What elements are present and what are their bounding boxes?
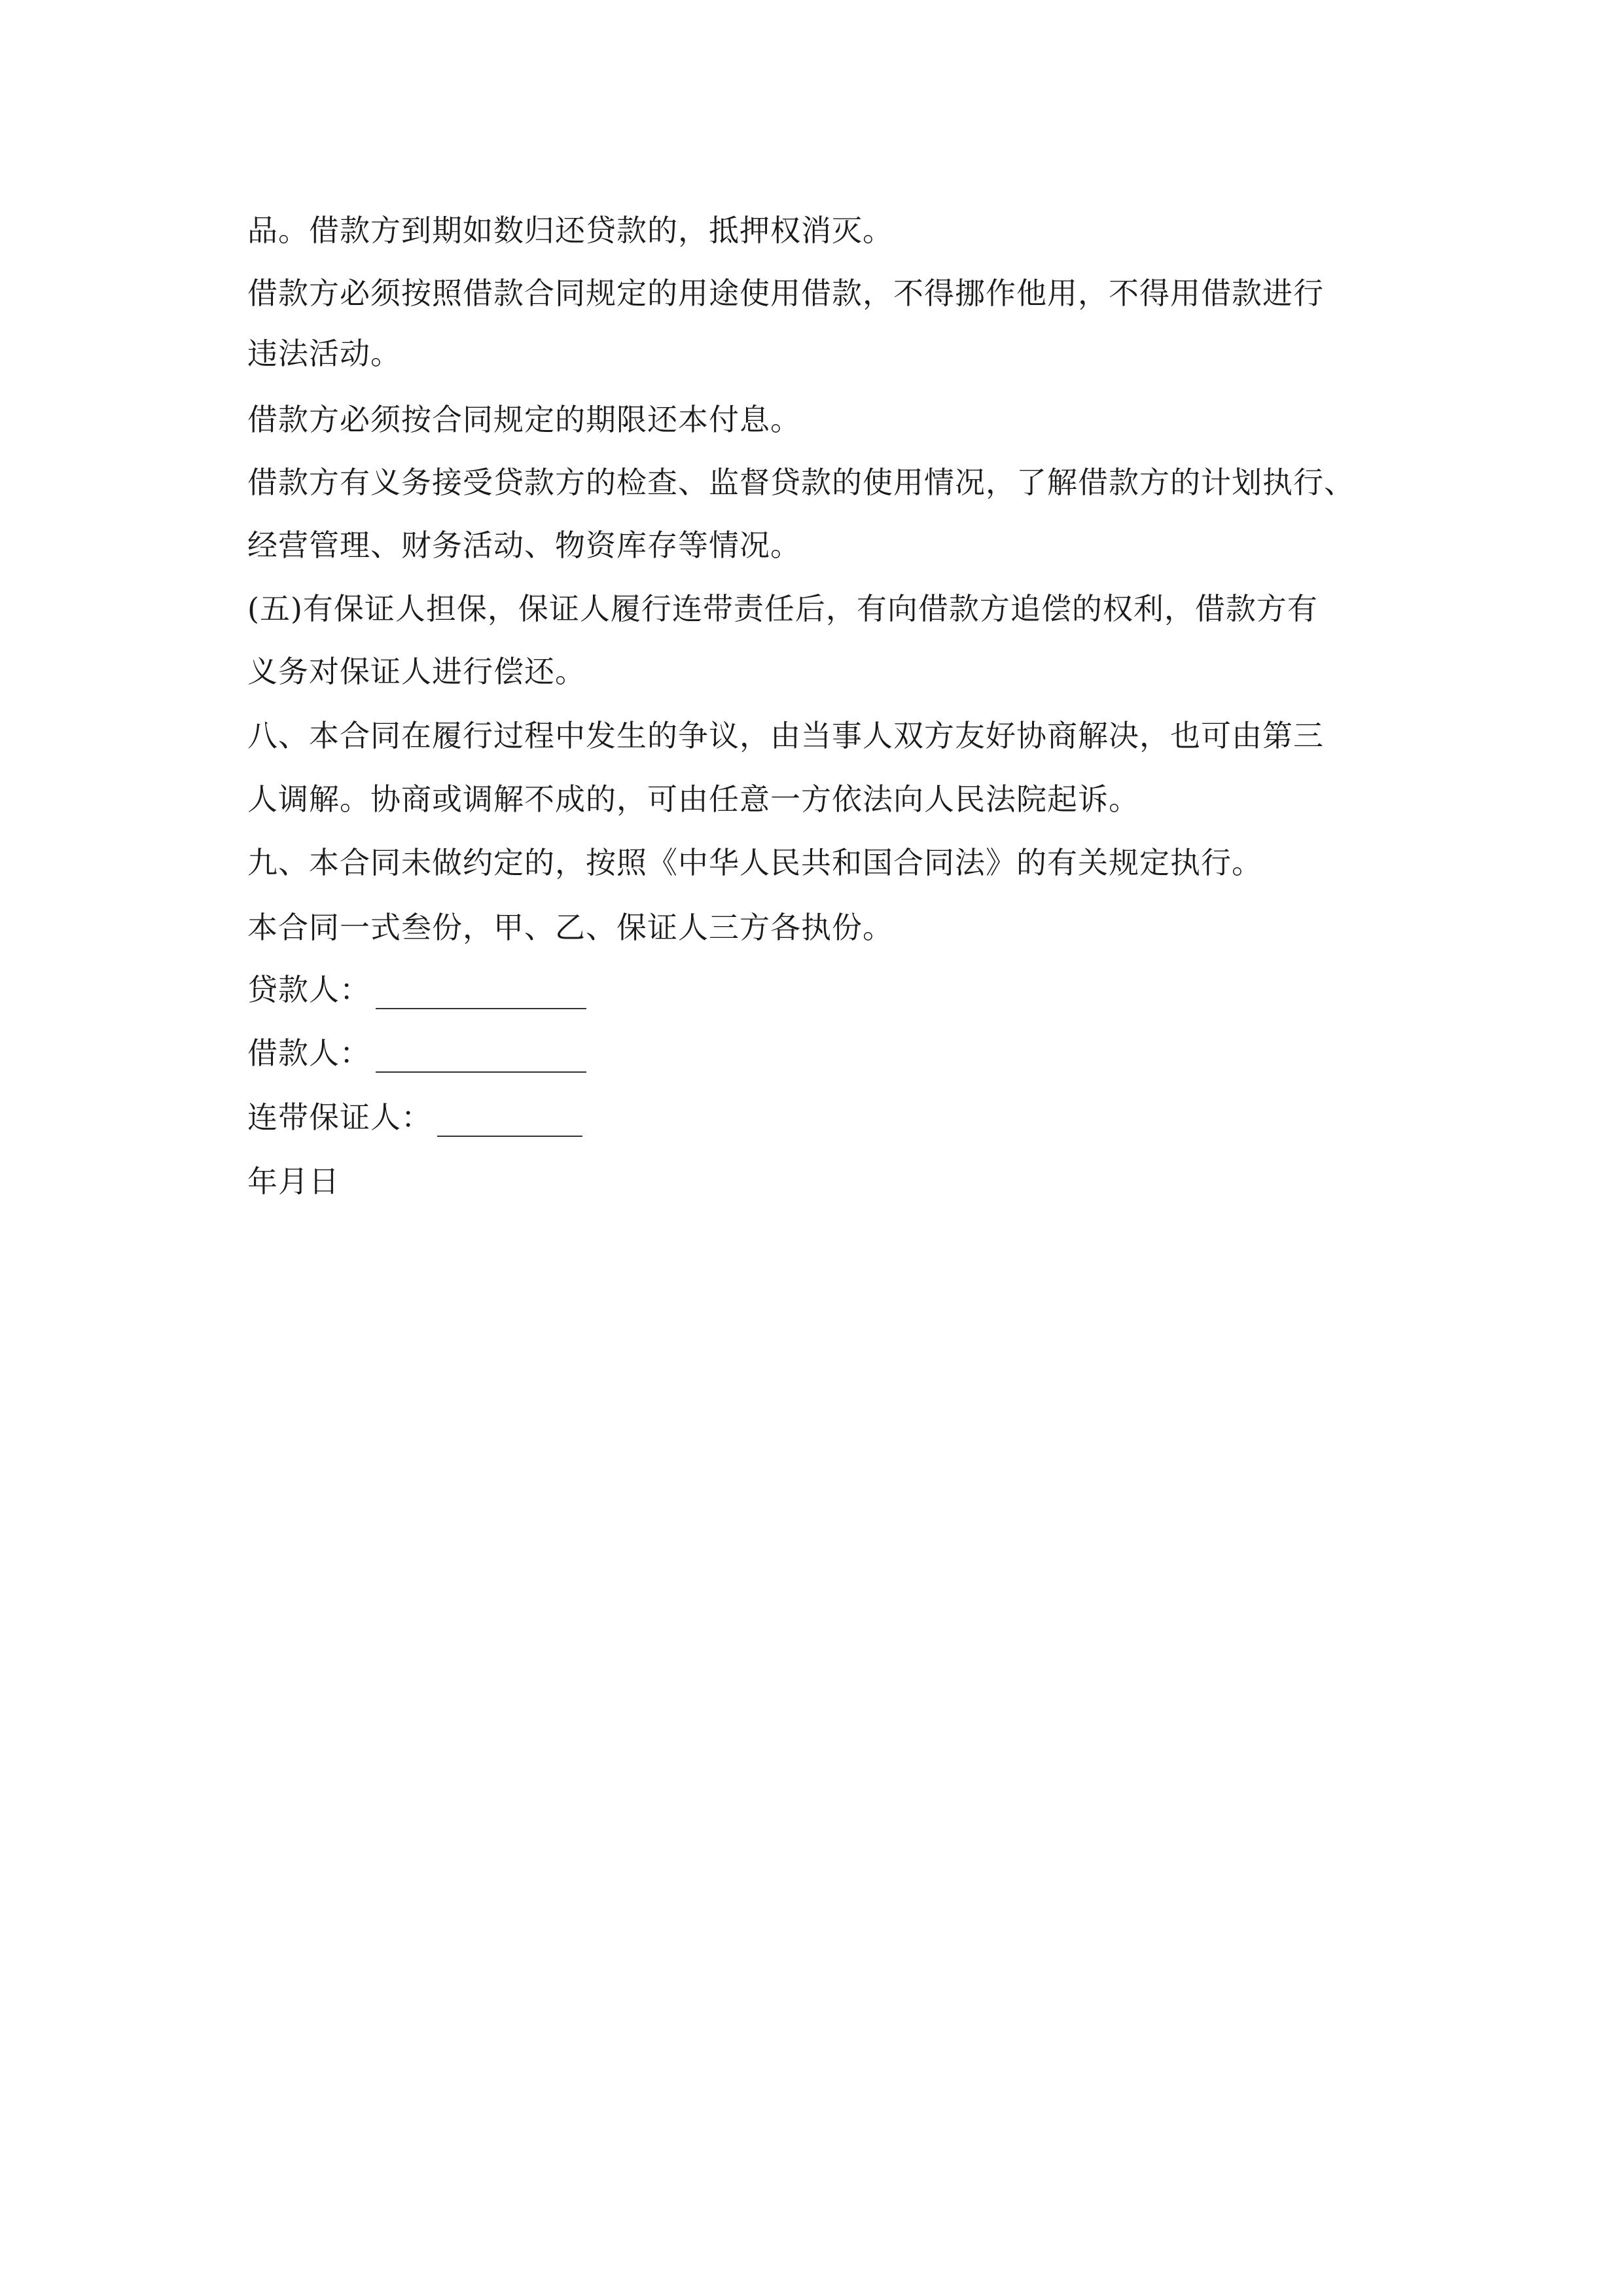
borrower-signature-line (376, 1043, 586, 1073)
paragraph-line-10: 人调解。协商或调解不成的，可由任意一方依法向人民法院起诉。 (247, 781, 1139, 817)
guarantor-label: 连带保证人： (247, 1100, 432, 1135)
paragraph-line-11: 九、本合同未做约定的，按照《中华人民共和国合同法》的有关规定执行。 (247, 845, 1262, 880)
paragraph-line-7: (五)有保证人担保，保证人履行连带责任后，有向借款方追偿的权利，借款方有 (247, 591, 1318, 626)
borrower-label: 借款人： (247, 1035, 370, 1071)
guarantor-signature-line (437, 1107, 582, 1137)
date-line: 年月日 (247, 1164, 340, 1199)
paragraph-line-6: 经营管理、财务活动、物资库存等情况。 (247, 528, 801, 563)
paragraph-line-12: 本合同一式叁份，甲、乙、保证人三方各执份。 (247, 910, 893, 945)
lender-signature-line (376, 979, 586, 1009)
lender-signature-row (247, 970, 586, 1009)
guarantor-signature-row (247, 1098, 582, 1137)
borrower-signature-row (247, 1033, 586, 1073)
lender-label: 贷款人： (247, 972, 370, 1007)
paragraph-line-4: 借款方必须按合同规定的期限还本付息。 (247, 402, 801, 437)
paragraph-line-8: 义务对保证人进行偿还。 (247, 654, 586, 689)
paragraph-line-2: 借款方必须按照借款合同规定的用途使用借款，不得挪作他用，不得用借款进行 (247, 276, 1324, 311)
paragraph-line-1: 品。借款方到期如数归还贷款的，抵押权消灭。 (247, 213, 893, 248)
paragraph-line-3: 违法活动。 (247, 336, 401, 371)
paragraph-line-5: 借款方有义务接受贷款方的检查、监督贷款的使用情况，了解借款方的计划执行、 (247, 465, 1355, 500)
paragraph-line-9: 八、本合同在履行过程中发生的争议，由当事人双方友好协商解决，也可由第三 (247, 718, 1324, 753)
